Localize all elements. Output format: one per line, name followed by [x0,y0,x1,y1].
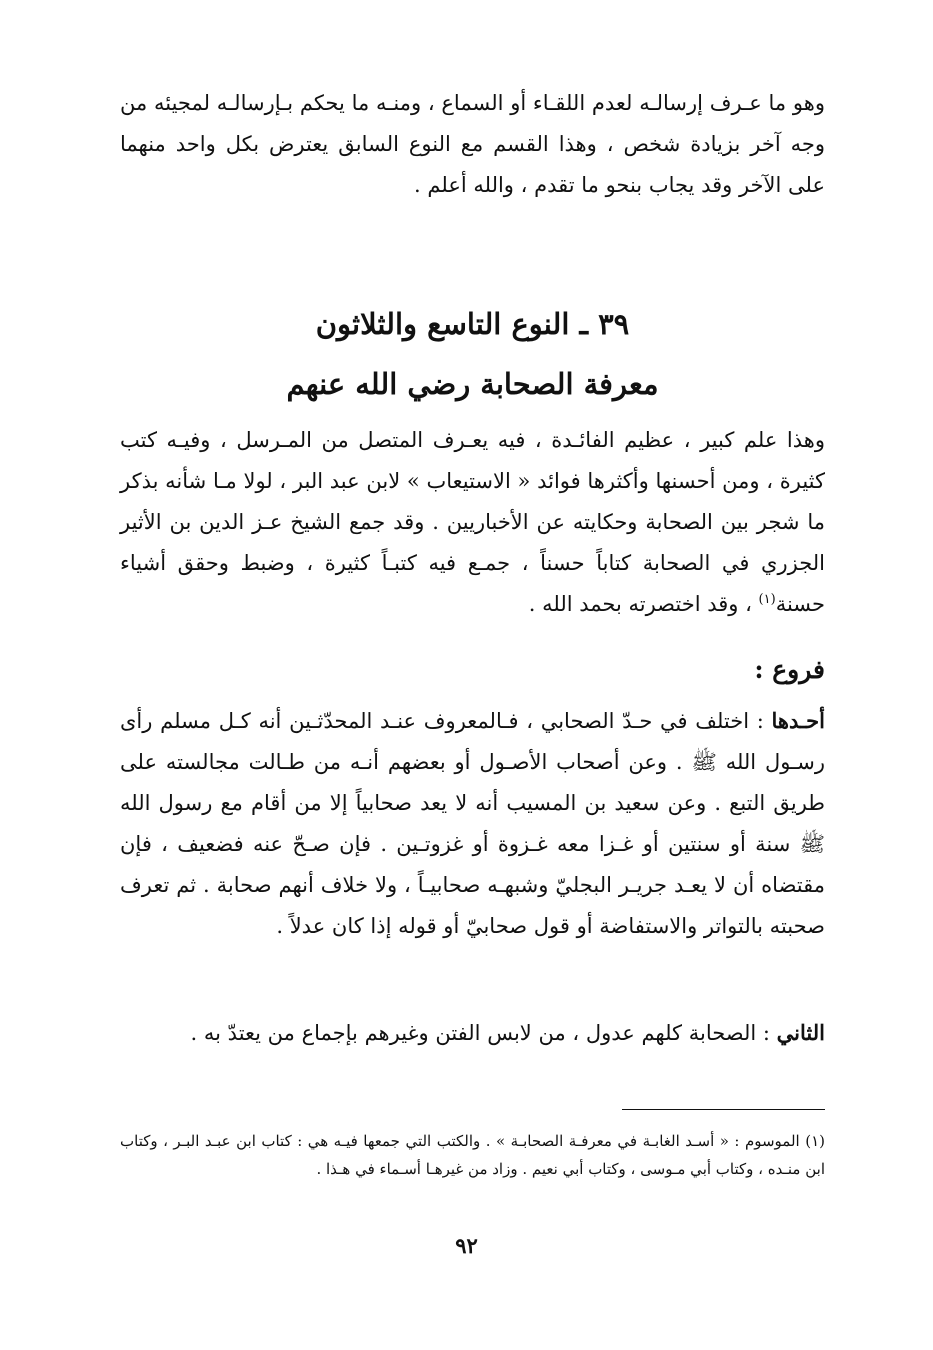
footnote [120,1127,825,1183]
second-branch-text [120,1012,825,1054]
intro-paragraph [120,83,825,206]
second-branch-lead: الثاني [776,1020,825,1045]
second-branch-paragraph [120,1012,825,1054]
chapter-heading [120,296,825,412]
footnote-divider [622,1109,825,1110]
opening-text: وهذا علم كبير ، عظيم الفائـدة ، فيه يعـرف المتصل من المـرسل ، وفيـه كتب كثيرة ، ومن أحسنها وأكثرها فوائد « الاستيعاب » لابن عبد البر ، لولا مـا شأنه بذكر ما شجر بين الصحابة وحكايته عن الأخباريين . وقد جمع الشيخ عـز الدين بن الأثير الجزري في الصحابة كتاباً حسناً ، جمـع فيه كتبـاً كثيرة ، وضبط وحقق أشياء حسنة [120,428,825,616]
footnote-reference: (١) [758,592,776,607]
chapter-subtitle: معرفة الصحابة رضي الله عنهم [286,367,659,401]
page-number: ٩٢ [455,1233,478,1258]
opening-paragraph [120,420,825,625]
section-label-branches: فروع : [754,655,825,684]
first-branch-paragraph [120,700,825,947]
intro-text: وهو ما عـرف إرسالـه لعدم اللقـاء أو السماع ، ومنـه ما يحكم بـإرسالـه لمجيئه من وجه آخر بزيادة شخص ، وهذا القسم مع النوع السابق يعترض بكل واحد منهما على الآخر وقد يجاب بنحو ما تقدم ، والله أعلم . [120,91,825,197]
second-branch-body: : الصحابة كلهم عدول ، من لابس الفتن وغيرهم بإجماع من يعتدّ به . [190,1021,777,1045]
first-branch-body: : اختلف في حـدّ الصحابي ، فـالمعروف عنـد المحدّثـين أنه كـل مسلم رأى رسـول الله ﷺ . وعن أصحاب الأصـول أو بعضهم أنـه من طـالت مجالسته على طريق التبع . وعن سعيد بن المسيب أنه لا يعد صحابياً إلا من أقام مع رسول الله ﷺ سنة أو سنتين أو غـزا معه غـزوة أو غزوتـين . فإن صـحّ عنه فضعيف ، فإن مقتضاه أن لا يعـد جريـر البجليّ وشبهـه صحابيـاً ، ولا خلاف أنهم صحابة . ثم تعرف صحبته بالتواتر والاستفاضة أو قول صحابيّ أو قوله إذا كان عدلاً . [120,709,825,938]
first-branch-lead: أحـدها [771,708,825,733]
first-branch-text [120,700,825,947]
chapter-number-title: ٣٩ ـ النوع التاسع والثلاثون [315,307,630,341]
footnote-text: (١) الموسوم : « أسـد الغابـة في معرفـة الصحابـة » . والكتب التي جمعها فيـه هي : كتاب ابن عبـد البـر ، وكتاب ابن منـده ، وكتاب أبي مـوسى ، وكتاب أبي نعيم . وزاد من غيرهـا أسـماء في هـذا . [120,1132,825,1178]
opening-paragraph-text [120,420,825,625]
opening-text-after: ، وقد اختصرته بحمد الله . [528,592,759,616]
